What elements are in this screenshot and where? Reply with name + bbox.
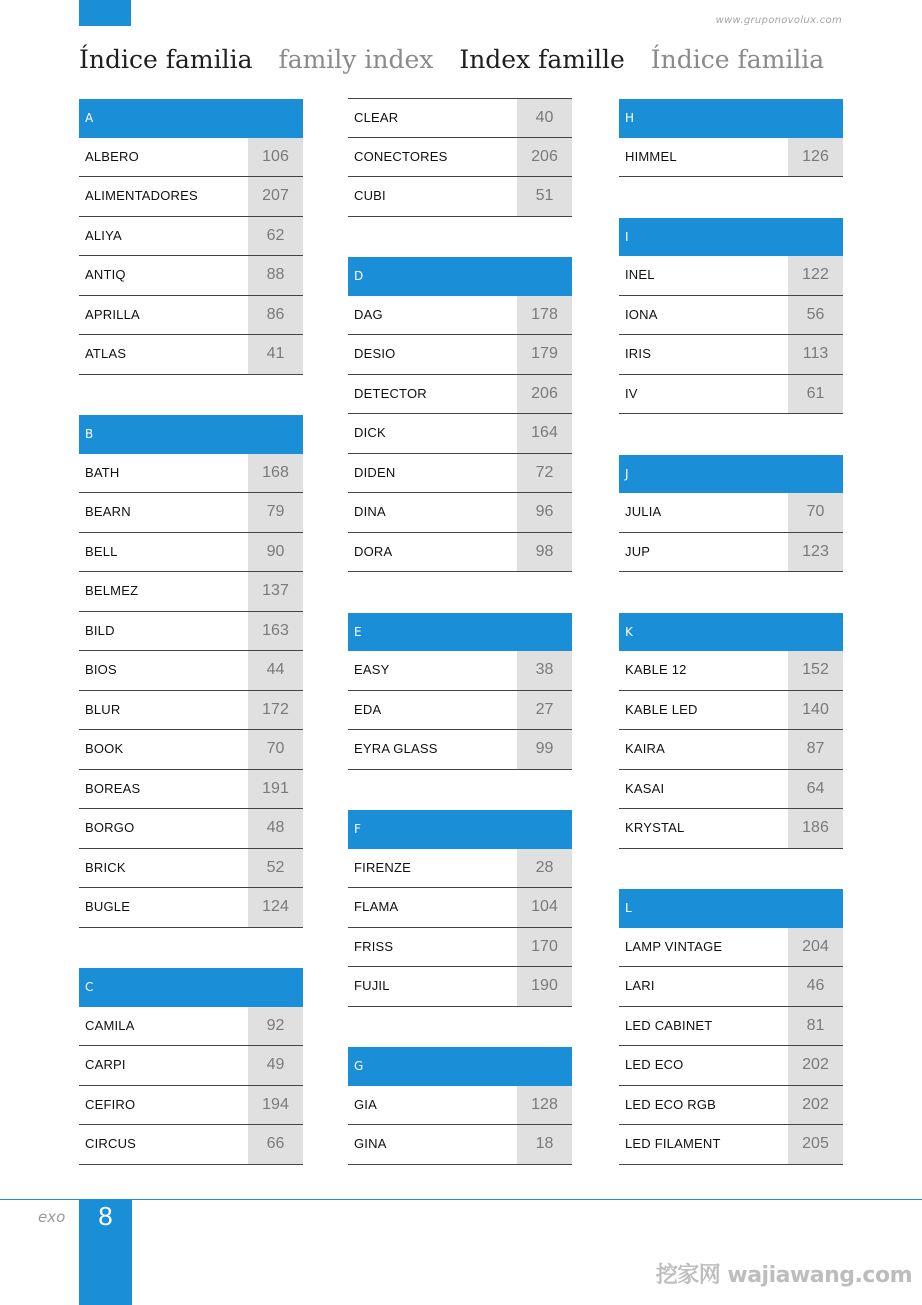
index-row — [79, 730, 303, 770]
family-name: KABLE LED — [625, 701, 698, 717]
index-row — [619, 533, 843, 573]
index-row — [348, 651, 572, 691]
family-name: ANTIQ — [85, 267, 126, 282]
page-reference: 86 — [248, 296, 303, 335]
website-url: www.gruponovolux.com — [715, 15, 842, 26]
family-name: BATH — [85, 464, 120, 480]
index-row — [79, 572, 303, 612]
index-row — [79, 296, 303, 336]
family-name: CIRCUS — [85, 1136, 137, 1151]
family-name: ALIYA — [85, 227, 122, 243]
index-row — [79, 1125, 303, 1165]
family-name: FRISS — [354, 938, 394, 954]
page-reference: 61 — [788, 375, 843, 414]
section-letter-header: K — [619, 612, 843, 652]
page-reference: 81 — [788, 1007, 843, 1046]
index-row — [619, 138, 843, 178]
page-reference: 172 — [248, 691, 303, 730]
family-name: GINA — [354, 1136, 387, 1151]
family-name: CARPI — [85, 1057, 126, 1072]
title-spanish: Índice familia — [79, 45, 253, 74]
page-reference: 51 — [517, 177, 572, 216]
index-row — [619, 809, 843, 849]
family-name: HIMMEL — [625, 148, 677, 164]
index-row — [79, 651, 303, 691]
index-section — [348, 612, 572, 770]
index-row — [348, 138, 572, 178]
page-reference: 126 — [788, 138, 843, 177]
family-name: FIRENZE — [354, 859, 412, 875]
index-column-2 — [348, 98, 572, 1204]
title-english: family index — [278, 45, 434, 74]
family-name: IONA — [625, 306, 658, 322]
family-name: INEL — [625, 267, 655, 282]
index-row — [619, 375, 843, 415]
index-row — [79, 138, 303, 178]
page-reference: 38 — [517, 651, 572, 690]
section-letter-header: J — [619, 454, 843, 494]
index-row — [348, 335, 572, 375]
family-name: CONECTORES — [354, 148, 448, 164]
index-row — [619, 1125, 843, 1165]
page-reference: 72 — [517, 454, 572, 493]
section-letter-header: I — [619, 217, 843, 257]
family-name: CUBI — [354, 188, 386, 203]
index-section — [619, 454, 843, 573]
section-letter-header: G — [348, 1046, 572, 1086]
index-row — [619, 928, 843, 968]
page-reference: 194 — [248, 1086, 303, 1125]
page-reference: 178 — [517, 296, 572, 335]
index-column-1 — [79, 98, 303, 1204]
family-name: KRYSTAL — [625, 820, 685, 835]
index-row — [619, 296, 843, 336]
page-reference: 163 — [248, 612, 303, 651]
family-name: LED CABINET — [625, 1017, 713, 1033]
title-portuguese: Índice familia — [650, 45, 825, 74]
index-row — [348, 533, 572, 573]
page-reference: 113 — [788, 335, 843, 374]
page-reference: 49 — [248, 1046, 303, 1085]
family-name: BOOK — [85, 741, 124, 756]
watermark: 挖家网 wajiawang.com — [655, 1263, 912, 1288]
family-name: DICK — [354, 425, 386, 440]
family-name: FLAMA — [354, 899, 399, 914]
family-name: CAMILA — [85, 1017, 135, 1033]
family-name: DINA — [354, 504, 386, 519]
page-reference: 206 — [517, 138, 572, 177]
index-row — [348, 375, 572, 415]
page-reference: 152 — [788, 651, 843, 690]
family-name: KABLE 12 — [625, 662, 687, 677]
page-reference: 106 — [248, 138, 303, 177]
page-reference: 170 — [517, 928, 572, 967]
page-reference: 186 — [788, 809, 843, 848]
page-reference: 48 — [248, 809, 303, 848]
index-row — [348, 98, 572, 138]
page-reference: 70 — [248, 730, 303, 769]
page-reference: 41 — [248, 335, 303, 374]
section-letter-header: L — [619, 888, 843, 928]
index-section — [348, 98, 572, 217]
page-reference: 164 — [517, 414, 572, 453]
index-section — [348, 1046, 572, 1165]
family-name: BORGO — [85, 820, 135, 835]
index-section — [79, 414, 303, 928]
family-name: BUGLE — [85, 899, 131, 914]
index-column-3 — [619, 98, 843, 1204]
page-reference: 96 — [517, 493, 572, 532]
index-section — [348, 256, 572, 572]
page-reference: 168 — [248, 454, 303, 493]
page-reference: 202 — [788, 1086, 843, 1125]
page-reference: 70 — [788, 493, 843, 532]
family-name: LARI — [625, 978, 655, 993]
index-section — [79, 98, 303, 375]
index-row — [348, 967, 572, 1007]
page-reference: 99 — [517, 730, 572, 769]
section-letter-header: H — [619, 98, 843, 138]
index-row — [79, 217, 303, 257]
family-name: IRIS — [625, 346, 652, 361]
section-letter-header: A — [79, 98, 303, 138]
page-reference: 179 — [517, 335, 572, 374]
family-name: KASAI — [625, 780, 665, 796]
page-reference: 79 — [248, 493, 303, 532]
index-row — [79, 849, 303, 889]
index-row — [619, 256, 843, 296]
index-row — [79, 493, 303, 533]
footer-divider — [0, 1199, 922, 1200]
index-section — [348, 809, 572, 1007]
page-reference: 62 — [248, 217, 303, 256]
index-row — [619, 730, 843, 770]
section-letter-header: F — [348, 809, 572, 849]
index-row — [348, 1086, 572, 1126]
index-row — [79, 454, 303, 494]
index-section — [619, 888, 843, 1165]
family-name: DAG — [354, 306, 383, 322]
page-reference: 18 — [517, 1125, 572, 1164]
family-name: BIOS — [85, 662, 117, 677]
family-name: ATLAS — [85, 346, 127, 361]
index-row — [79, 533, 303, 573]
index-row — [79, 177, 303, 217]
family-name: LED ECO — [625, 1057, 684, 1072]
family-name: DIDEN — [354, 464, 396, 480]
family-name: JULIA — [625, 504, 662, 519]
index-row — [79, 770, 303, 810]
family-name: BEARN — [85, 504, 131, 519]
page-reference: 27 — [517, 691, 572, 730]
page-reference: 64 — [788, 770, 843, 809]
index-row — [348, 928, 572, 968]
page-reference: 140 — [788, 691, 843, 730]
family-name: DESIO — [354, 346, 396, 361]
page-reference: 190 — [517, 967, 572, 1006]
index-row — [619, 691, 843, 731]
family-name: EYRA GLASS — [354, 741, 438, 756]
family-name: EDA — [354, 701, 382, 717]
index-row — [619, 651, 843, 691]
top-accent-bar — [79, 0, 131, 26]
index-row — [619, 770, 843, 810]
page-reference: 205 — [788, 1125, 843, 1164]
page-number: 8 — [98, 1201, 113, 1231]
index-row — [619, 1007, 843, 1047]
family-name: CEFIRO — [85, 1096, 136, 1112]
title-french: Index famille — [459, 45, 625, 74]
index-section — [619, 217, 843, 415]
index-section — [619, 612, 843, 849]
index-row — [619, 335, 843, 375]
index-row — [619, 1086, 843, 1126]
family-name: BOREAS — [85, 780, 141, 796]
index-row — [79, 691, 303, 731]
page-reference: 44 — [248, 651, 303, 690]
index-section — [79, 967, 303, 1165]
index-row — [79, 1086, 303, 1126]
family-name: FUJIL — [354, 978, 390, 993]
index-row — [348, 414, 572, 454]
page-reference: 40 — [517, 99, 572, 137]
index-row — [79, 335, 303, 375]
section-letter-header: C — [79, 967, 303, 1007]
page-reference: 137 — [248, 572, 303, 611]
family-name: DETECTOR — [354, 385, 427, 401]
index-row — [348, 730, 572, 770]
section-letter-header: B — [79, 414, 303, 454]
family-name: BELL — [85, 543, 118, 559]
index-row — [79, 256, 303, 296]
page-title — [79, 45, 842, 74]
index-row — [348, 454, 572, 494]
index-row — [619, 1046, 843, 1086]
page-reference: 90 — [248, 533, 303, 572]
family-name: APRILLA — [85, 306, 140, 322]
family-name: ALIMENTADORES — [85, 188, 198, 203]
family-name: LED ECO RGB — [625, 1096, 717, 1112]
index-row — [79, 1046, 303, 1086]
page-reference: 66 — [248, 1125, 303, 1164]
family-name: CLEAR — [354, 110, 399, 125]
family-name: KAIRA — [625, 741, 666, 756]
index-row — [619, 967, 843, 1007]
page-reference: 124 — [248, 888, 303, 927]
page-reference: 56 — [788, 296, 843, 335]
index-section — [619, 98, 843, 177]
page-reference: 123 — [788, 533, 843, 572]
index-row — [79, 1007, 303, 1047]
index-row — [79, 612, 303, 652]
page-reference: 46 — [788, 967, 843, 1006]
family-name: JUP — [625, 543, 651, 559]
index-row — [348, 296, 572, 336]
family-name: GIA — [354, 1096, 377, 1112]
page-reference: 122 — [788, 256, 843, 295]
page-reference: 88 — [248, 256, 303, 295]
index-row — [348, 177, 572, 217]
family-name: IV — [625, 385, 638, 401]
family-name: BELMEZ — [85, 583, 139, 598]
index-row — [348, 691, 572, 731]
index-row — [79, 809, 303, 849]
section-letter-header: D — [348, 256, 572, 296]
index-row — [79, 888, 303, 928]
page-reference: 98 — [517, 533, 572, 572]
page-reference: 104 — [517, 888, 572, 927]
family-name: LAMP VINTAGE — [625, 938, 723, 954]
page-reference: 92 — [248, 1007, 303, 1046]
page-reference: 52 — [248, 849, 303, 888]
index-row — [348, 1125, 572, 1165]
family-name: BLUR — [85, 701, 121, 717]
family-name: BRICK — [85, 859, 126, 875]
index-row — [348, 888, 572, 928]
index-row — [619, 493, 843, 533]
index-row — [348, 493, 572, 533]
family-name: ALBERO — [85, 148, 139, 164]
family-name: EASY — [354, 662, 390, 677]
page-reference: 206 — [517, 375, 572, 414]
family-name: LED FILAMENT — [625, 1136, 721, 1151]
family-name: BILD — [85, 622, 115, 638]
page-reference: 191 — [248, 770, 303, 809]
brand-logo: exo — [38, 1208, 66, 1226]
family-name: DORA — [354, 543, 393, 559]
page-reference: 204 — [788, 928, 843, 967]
page-reference: 202 — [788, 1046, 843, 1085]
page-reference: 207 — [248, 177, 303, 216]
page-reference: 87 — [788, 730, 843, 769]
page-reference: 128 — [517, 1086, 572, 1125]
section-letter-header: E — [348, 612, 572, 652]
index-row — [348, 849, 572, 889]
page-reference: 28 — [517, 849, 572, 888]
